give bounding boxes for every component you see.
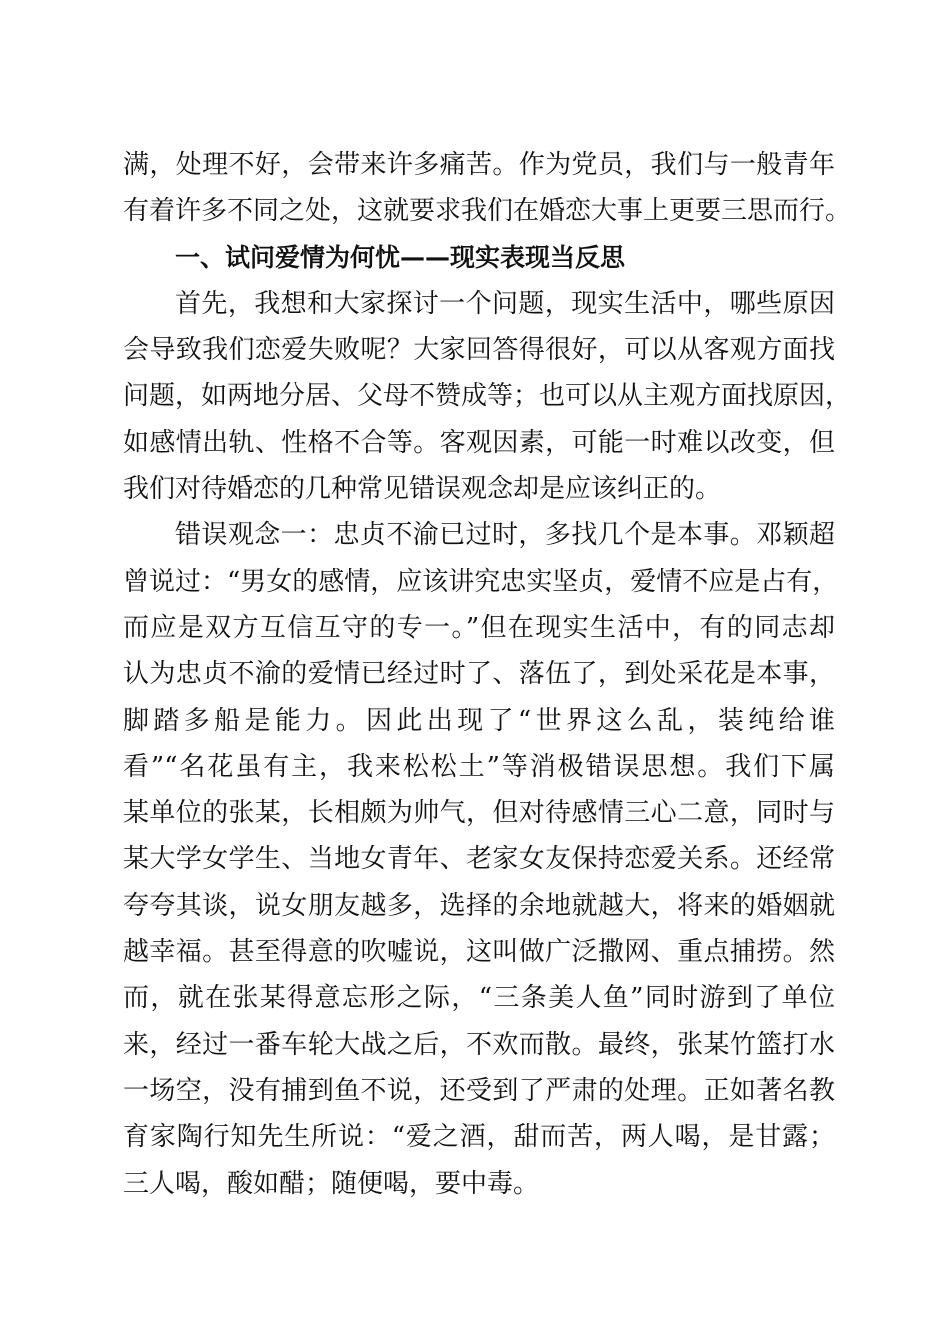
heading-line: 一、试问爱情为何忧——现实表现当反思 [175,242,626,272]
text-line: 曾说过：“男女的感情，应该讲究忠实坚贞，爱情不应是占有， [123,566,839,597]
text-line: 某单位的张某，长相颇为帅气，但对待感情三心二意，同时与 [123,798,835,829]
document-body [123,142,852,1207]
text-line: 错误观念一：忠贞不渝已过时，多找几个是本事。邓颖超 [175,520,835,551]
text-line: 认为忠贞不渝的爱情已经过时了、落伍了，到处采花是本事， [123,659,835,690]
text-line: 有着许多不同之处，这就要求我们在婚恋大事上更要三思而行。 [123,196,852,227]
text-line: 首先，我想和大家探讨一个问题，现实生活中，哪些原因 [175,288,835,319]
text-line: 来，经过一番车轮大战之后，不欢而散。最终，张某竹篮打水 [123,1029,835,1060]
text-line: 越幸福。甚至得意的吹嘘说，这叫做广泛撒网、重点捕捞。然 [123,937,835,968]
paragraph [123,142,852,235]
text-line: 夸夸其谈，说女朋友越多，选择的余地就越大，将来的婚姻就 [123,890,835,921]
text-line: 而，就在张某得意忘形之际，“三条美人鱼”同时游到了单位 [123,983,835,1014]
text-line: 某大学女学生、当地女青年、老家女友保持恋爱关系。还经常 [123,844,835,875]
paragraph [123,281,852,512]
text-line: 如感情出轨、性格不合等。客观因素，可能一时难以改变，但 [123,427,835,458]
text-line: 我们对待婚恋的几种常见错误观念却是应该纠正的。 [123,474,722,505]
text-line: 会导致我们恋爱失败呢？大家回答得很好，可以从客观方面找 [123,335,835,366]
paragraph [123,512,839,1206]
text-line: 一场空，没有捕到鱼不说，还受到了严肃的处理。正如著名教 [123,1075,835,1106]
section-heading [123,235,835,281]
text-line: 而应是双方互信互守的专一。”但在现实生活中，有的同志却 [123,612,835,643]
text-line: 脚踏多船是能力。因此出现了“世界这么乱，装纯给谁 [123,705,835,736]
text-line: 育家陶行知先生所说：“爱之酒，甜而苦，两人喝，是甘露； [123,1122,835,1153]
text-line: 看”“名花虽有主，我来松松土”等消极错误思想。我们下属 [123,751,835,782]
text-line: 问题，如两地分居、父母不赞成等；也可以从主观方面找原因， [123,381,852,412]
text-line: 满，处理不好，会带来许多痛苦。作为党员，我们与一般青年 [123,150,835,180]
text-line: 三人喝，酸如醋；随便喝，要中毒。 [123,1168,540,1199]
